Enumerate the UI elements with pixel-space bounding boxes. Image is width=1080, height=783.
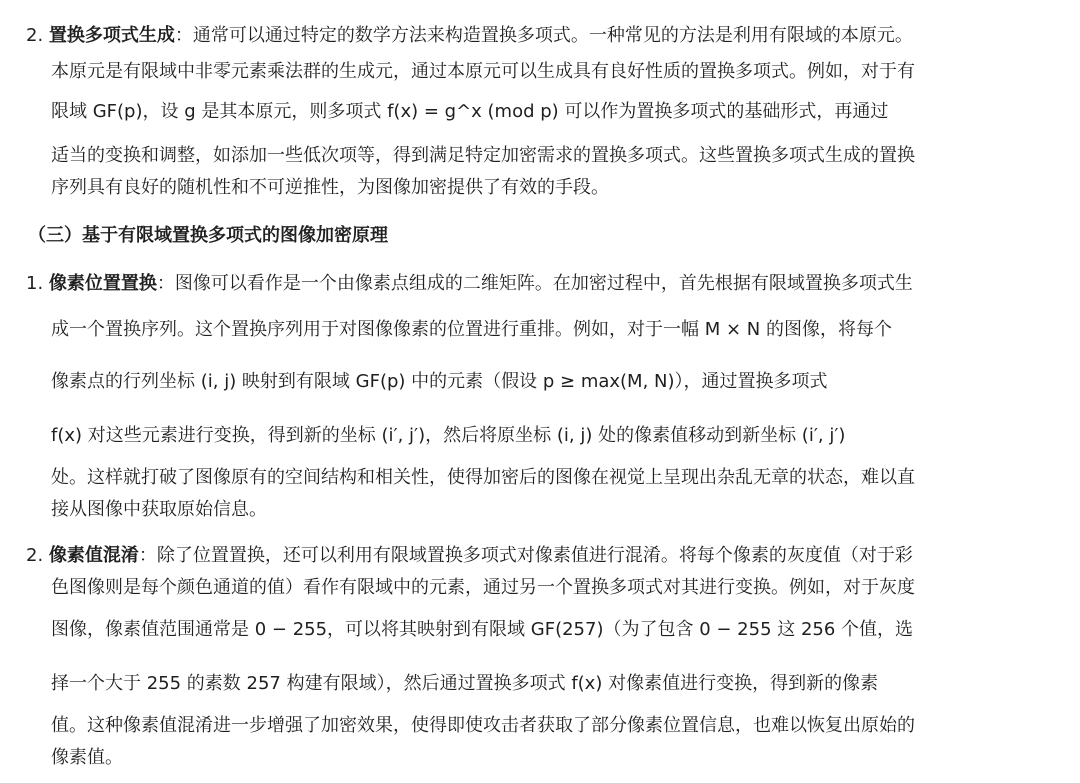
item1-line-5: 处。这样就打破了图像原有的空间结构和相关性，使得加密后的图像在视觉上呈现出杂乱无章的状态，难以直	[51, 467, 915, 488]
top-item-title: 置换多项式生成	[48, 25, 175, 46]
top-item-line-2: 本原元是有限域中非零元素乘法群的生成元，通过本原元可以生成具有良好性质的置换多项式。例如，对于有	[51, 61, 915, 82]
top-item-text-1: ：通常可以通过特定的数学方法来构造置换多项式。一种常见的方法是利用有限域的本原元。	[174, 25, 913, 46]
item2-line-3: 图像，像素值范围通常是 0 − 255，可以将其映射到有限域 GF(257)（为了包含 0 − 255 这 256 个值，选	[51, 619, 914, 640]
item1-line-1	[26, 272, 913, 296]
top-item-line-1	[26, 24, 913, 48]
item1-line-6: 接从图像中获取原始信息。	[51, 499, 267, 520]
item1-text-1: ：图像可以看作是一个由像素点组成的二维矩阵。在加密过程中，首先根据有限域置换多项式生	[156, 273, 913, 294]
top-item-line-5: 序列具有良好的随机性和不可逆推性，为图像加密提供了有效的手段。	[51, 177, 609, 198]
item1-line-3: 像素点的行列坐标 (i, j) 映射到有限域 GF(p) 中的元素（假设 p ≥ max(M, N)），通过置换多项式	[51, 371, 828, 392]
item2-line-6: 像素值。	[51, 747, 123, 768]
item2-number: 2.	[26, 545, 44, 566]
top-item-line-4: 适当的变换和调整，如添加一些低次项等，得到满足特定加密需求的置换多项式。这些置换多项式生成的置换	[51, 145, 915, 166]
item2-title: 像素值混淆	[48, 545, 139, 566]
item2-line-5: 值。这种像素值混淆进一步增强了加密效果，使得即使攻击者获取了部分像素位置信息，也难以恢复出原始的	[51, 715, 915, 736]
top-item-line-3: 限域 GF(p)，设 g 是其本原元，则多项式 f(x) = g^x (mod p) 可以作为置换多项式的基础形式，再通过	[51, 101, 889, 122]
item2-line-4: 择一个大于 255 的素数 257 构建有限域），然后通过置换多项式 f(x) 对像素值进行变换，得到新的像素	[51, 673, 879, 694]
item2-line-1	[26, 544, 913, 568]
item1-number: 1.	[26, 273, 44, 294]
item1-line-2: 成一个置换序列。这个置换序列用于对图像像素的位置进行重排。例如，对于一幅 M × N 的图像，将每个	[51, 319, 892, 340]
item2-text-1: ：除了位置置换，还可以利用有限域置换多项式对像素值进行混淆。将每个像素的灰度值（对于彩	[138, 545, 913, 566]
section-heading: （三）基于有限域置换多项式的图像加密原理	[28, 225, 388, 246]
top-item-number: 2.	[26, 25, 44, 46]
item2-line-2: 色图像则是每个颜色通道的值）看作有限域中的元素，通过另一个置换多项式对其进行变换。例如，对于灰度	[51, 577, 915, 598]
item1-line-4: f(x) 对这些元素进行变换，得到新的坐标 (i′, j′)，然后将原坐标 (i, j) 处的像素值移动到新坐标 (i′, j′)	[51, 425, 846, 446]
item1-title: 像素位置置换	[48, 273, 157, 294]
